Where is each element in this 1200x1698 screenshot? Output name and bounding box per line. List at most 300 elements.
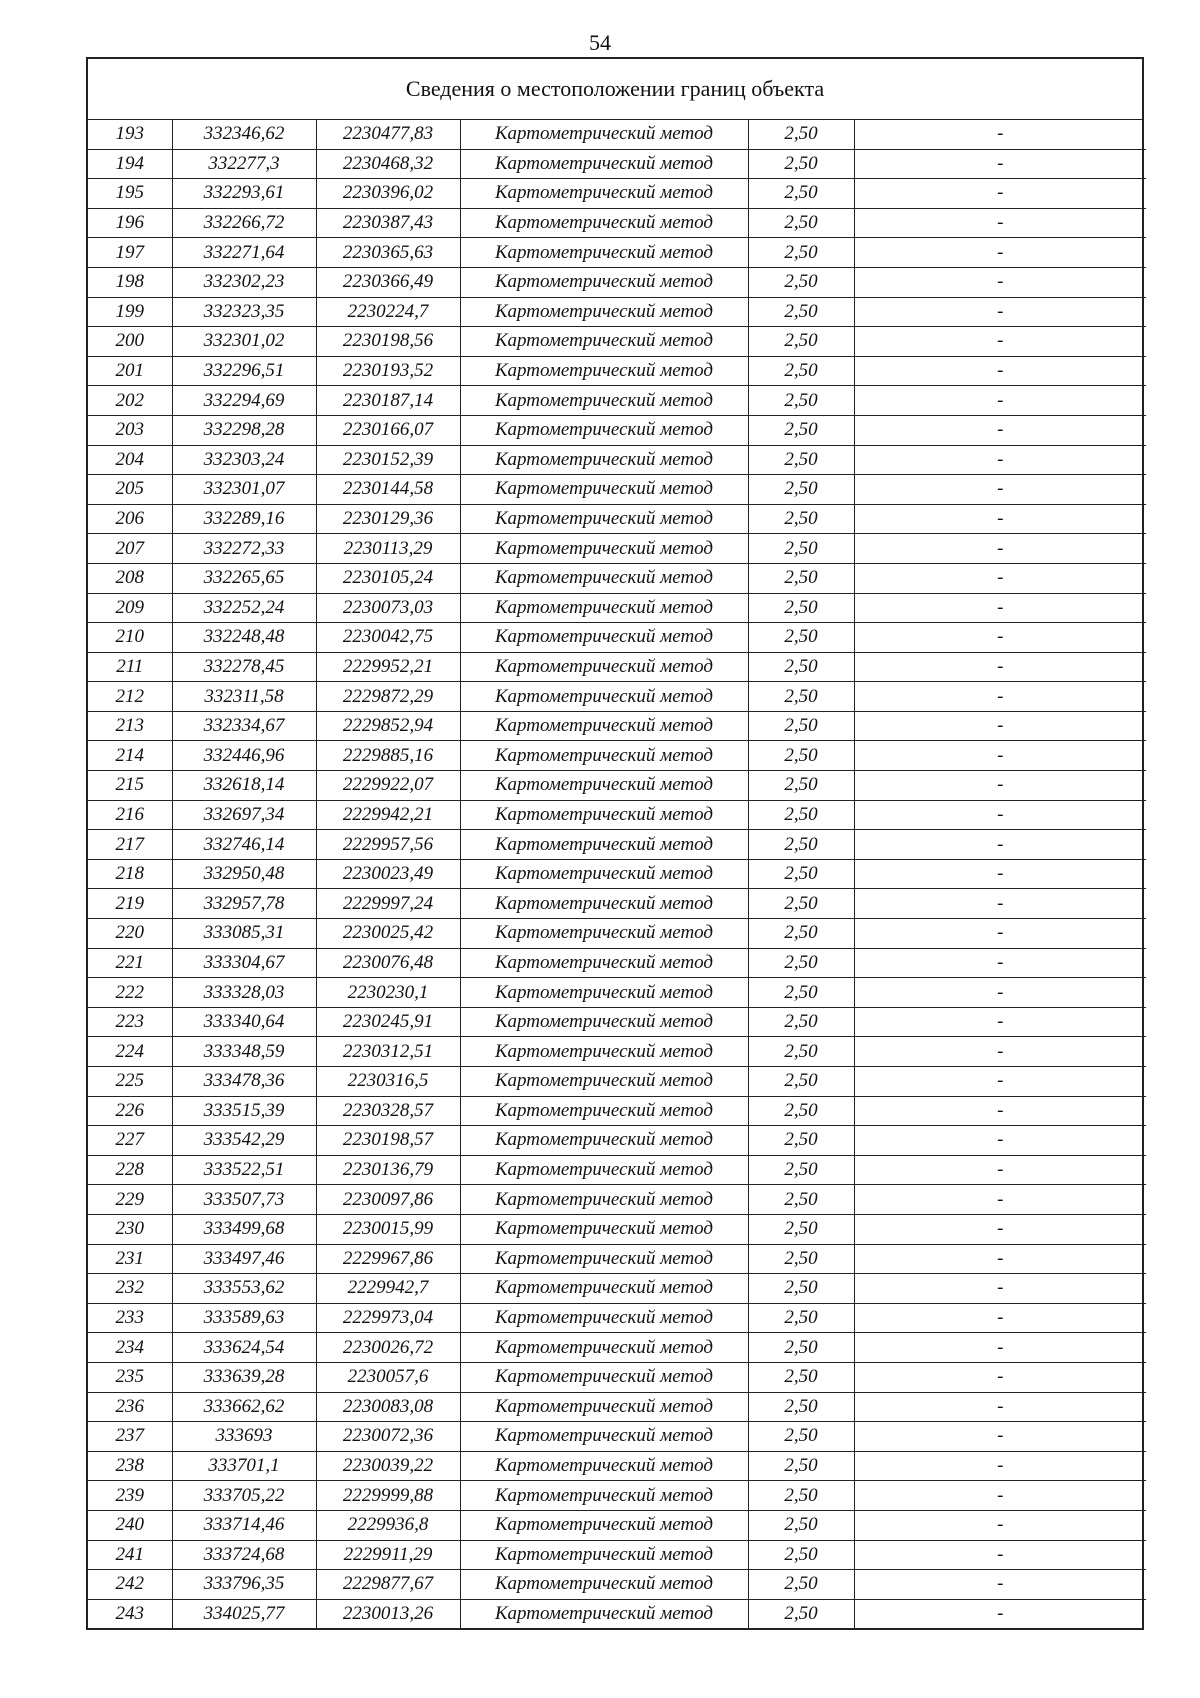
point-number-cell: 219 [88,889,172,919]
description-cell: - [854,327,1146,357]
x-coordinate-cell: 334025,77 [172,1599,316,1628]
y-coordinate-cell: 2230152,39 [316,445,460,475]
accuracy-cell: 2,50 [748,1303,854,1333]
accuracy-cell: 2,50 [748,1067,854,1097]
method-cell: Картометрический метод [460,1185,748,1215]
point-number-cell: 221 [88,948,172,978]
table-row [88,889,1146,919]
table-row [88,386,1146,416]
x-coordinate-cell: 333589,63 [172,1303,316,1333]
y-coordinate-cell: 2230468,32 [316,149,460,179]
accuracy-cell: 2,50 [748,652,854,682]
x-coordinate-cell: 332311,58 [172,682,316,712]
method-cell: Картометрический метод [460,1451,748,1481]
method-cell: Картометрический метод [460,1155,748,1185]
x-coordinate-cell: 333497,46 [172,1244,316,1274]
point-number-cell: 223 [88,1007,172,1037]
point-number-cell: 206 [88,504,172,534]
description-cell: - [854,563,1146,593]
x-coordinate-cell: 333515,39 [172,1096,316,1126]
method-cell: Картометрический метод [460,889,748,919]
y-coordinate-cell: 2229872,29 [316,682,460,712]
point-number-cell: 241 [88,1540,172,1570]
point-number-cell: 210 [88,623,172,653]
description-cell: - [854,1096,1146,1126]
description-cell: - [854,475,1146,505]
table-row [88,534,1146,564]
y-coordinate-cell: 2230057,6 [316,1362,460,1392]
y-coordinate-cell: 2229957,56 [316,830,460,860]
point-number-cell: 238 [88,1451,172,1481]
table-row [88,1303,1146,1333]
x-coordinate-cell: 332301,07 [172,475,316,505]
point-number-cell: 215 [88,771,172,801]
method-cell: Картометрический метод [460,593,748,623]
x-coordinate-cell: 333522,51 [172,1155,316,1185]
method-cell: Картометрический метод [460,741,748,771]
point-number-cell: 197 [88,238,172,268]
method-cell: Картометрический метод [460,1540,748,1570]
method-cell: Картометрический метод [460,356,748,386]
x-coordinate-cell: 332298,28 [172,415,316,445]
point-number-cell: 217 [88,830,172,860]
accuracy-cell: 2,50 [748,593,854,623]
x-coordinate-cell: 332296,51 [172,356,316,386]
point-number-cell: 214 [88,741,172,771]
point-number-cell: 229 [88,1185,172,1215]
y-coordinate-cell: 2230076,48 [316,948,460,978]
point-number-cell: 235 [88,1362,172,1392]
description-cell: - [854,1244,1146,1274]
y-coordinate-cell: 2230224,7 [316,297,460,327]
table-row [88,593,1146,623]
accuracy-cell: 2,50 [748,830,854,860]
y-coordinate-cell: 2230187,14 [316,386,460,416]
table-row [88,563,1146,593]
accuracy-cell: 2,50 [748,1096,854,1126]
point-number-cell: 208 [88,563,172,593]
method-cell: Картометрический метод [460,1599,748,1628]
table-row [88,1481,1146,1511]
accuracy-cell: 2,50 [748,1570,854,1600]
point-number-cell: 225 [88,1067,172,1097]
method-cell: Картометрический метод [460,919,748,949]
table-row [88,267,1146,297]
table-row [88,1096,1146,1126]
x-coordinate-cell: 332293,61 [172,179,316,209]
method-cell: Картометрический метод [460,1274,748,1304]
y-coordinate-cell: 2230230,1 [316,978,460,1008]
table-row [88,800,1146,830]
x-coordinate-cell: 333796,35 [172,1570,316,1600]
method-cell: Картометрический метод [460,800,748,830]
method-cell: Картометрический метод [460,711,748,741]
description-cell: - [854,534,1146,564]
x-coordinate-cell: 333085,31 [172,919,316,949]
table-row [88,1067,1146,1097]
accuracy-cell: 2,50 [748,475,854,505]
method-cell: Картометрический метод [460,771,748,801]
description-cell: - [854,1007,1146,1037]
point-number-cell: 237 [88,1422,172,1452]
y-coordinate-cell: 2230136,79 [316,1155,460,1185]
x-coordinate-cell: 333624,54 [172,1333,316,1363]
accuracy-cell: 2,50 [748,445,854,475]
accuracy-cell: 2,50 [748,179,854,209]
accuracy-cell: 2,50 [748,978,854,1008]
y-coordinate-cell: 2230129,36 [316,504,460,534]
y-coordinate-cell: 2229922,07 [316,771,460,801]
method-cell: Картометрический метод [460,1007,748,1037]
description-cell: - [854,1333,1146,1363]
y-coordinate-cell: 2230025,42 [316,919,460,949]
description-cell: - [854,504,1146,534]
accuracy-cell: 2,50 [748,1185,854,1215]
accuracy-cell: 2,50 [748,504,854,534]
method-cell: Картометрический метод [460,120,748,149]
table-row [88,1599,1146,1628]
method-cell: Картометрический метод [460,1481,748,1511]
accuracy-cell: 2,50 [748,919,854,949]
y-coordinate-cell: 2230026,72 [316,1333,460,1363]
x-coordinate-cell: 333701,1 [172,1451,316,1481]
point-number-cell: 201 [88,356,172,386]
y-coordinate-cell: 2229942,7 [316,1274,460,1304]
table-row [88,1037,1146,1067]
accuracy-cell: 2,50 [748,1599,854,1628]
description-cell: - [854,1155,1146,1185]
point-number-cell: 216 [88,800,172,830]
method-cell: Картометрический метод [460,504,748,534]
method-cell: Картометрический метод [460,445,748,475]
description-cell: - [854,1510,1146,1540]
y-coordinate-cell: 2230073,03 [316,593,460,623]
description-cell: - [854,149,1146,179]
point-number-cell: 199 [88,297,172,327]
x-coordinate-cell: 332303,24 [172,445,316,475]
x-coordinate-cell: 332278,45 [172,652,316,682]
method-cell: Картометрический метод [460,327,748,357]
method-cell: Картометрический метод [460,386,748,416]
point-number-cell: 234 [88,1333,172,1363]
table-row [88,208,1146,238]
x-coordinate-cell: 333542,29 [172,1126,316,1156]
accuracy-cell: 2,50 [748,208,854,238]
accuracy-cell: 2,50 [748,563,854,593]
method-cell: Картометрический метод [460,208,748,238]
method-cell: Картометрический метод [460,830,748,860]
accuracy-cell: 2,50 [748,238,854,268]
description-cell: - [854,1037,1146,1067]
point-number-cell: 226 [88,1096,172,1126]
description-cell: - [854,889,1146,919]
accuracy-cell: 2,50 [748,889,854,919]
point-number-cell: 204 [88,445,172,475]
description-cell: - [854,652,1146,682]
table-row [88,682,1146,712]
accuracy-cell: 2,50 [748,415,854,445]
accuracy-cell: 2,50 [748,386,854,416]
description-cell: - [854,1067,1146,1097]
x-coordinate-cell: 332334,67 [172,711,316,741]
x-coordinate-cell: 332248,48 [172,623,316,653]
x-coordinate-cell: 332957,78 [172,889,316,919]
point-number-cell: 227 [88,1126,172,1156]
x-coordinate-cell: 332266,72 [172,208,316,238]
y-coordinate-cell: 2230113,29 [316,534,460,564]
table-row [88,356,1146,386]
y-coordinate-cell: 2229999,88 [316,1481,460,1511]
table-row [88,238,1146,268]
accuracy-cell: 2,50 [748,1274,854,1304]
method-cell: Картометрический метод [460,297,748,327]
method-cell: Картометрический метод [460,1126,748,1156]
description-cell: - [854,1274,1146,1304]
method-cell: Картометрический метод [460,1392,748,1422]
x-coordinate-cell: 332289,16 [172,504,316,534]
description-cell: - [854,1481,1146,1511]
point-number-cell: 240 [88,1510,172,1540]
y-coordinate-cell: 2230083,08 [316,1392,460,1422]
point-number-cell: 194 [88,149,172,179]
y-coordinate-cell: 2229967,86 [316,1244,460,1274]
y-coordinate-cell: 2230072,36 [316,1422,460,1452]
table-row [88,1274,1146,1304]
x-coordinate-cell: 333693 [172,1422,316,1452]
x-coordinate-cell: 333553,62 [172,1274,316,1304]
description-cell: - [854,208,1146,238]
y-coordinate-cell: 2230316,5 [316,1067,460,1097]
y-coordinate-cell: 2230013,26 [316,1599,460,1628]
description-cell: - [854,948,1146,978]
y-coordinate-cell: 2230312,51 [316,1037,460,1067]
description-cell: - [854,919,1146,949]
y-coordinate-cell: 2230042,75 [316,623,460,653]
x-coordinate-cell: 333662,62 [172,1392,316,1422]
accuracy-cell: 2,50 [748,1422,854,1452]
description-cell: - [854,120,1146,149]
y-coordinate-cell: 2230144,58 [316,475,460,505]
accuracy-cell: 2,50 [748,800,854,830]
method-cell: Картометрический метод [460,1096,748,1126]
table-row [88,1451,1146,1481]
x-coordinate-cell: 332950,48 [172,859,316,889]
point-number-cell: 236 [88,1392,172,1422]
point-number-cell: 213 [88,711,172,741]
description-cell: - [854,415,1146,445]
description-cell: - [854,1185,1146,1215]
x-coordinate-cell: 332697,34 [172,800,316,830]
y-coordinate-cell: 2229877,67 [316,1570,460,1600]
x-coordinate-cell: 333478,36 [172,1067,316,1097]
description-cell: - [854,1126,1146,1156]
accuracy-cell: 2,50 [748,1510,854,1540]
x-coordinate-cell: 332252,24 [172,593,316,623]
y-coordinate-cell: 2230245,91 [316,1007,460,1037]
point-number-cell: 230 [88,1214,172,1244]
y-coordinate-cell: 2230097,86 [316,1185,460,1215]
table-row [88,1155,1146,1185]
accuracy-cell: 2,50 [748,711,854,741]
description-cell: - [997,1602,1004,1624]
accuracy-cell: 2,50 [748,1333,854,1363]
table-row [88,327,1146,357]
method-cell: Картометрический метод [460,978,748,1008]
table-row [88,1540,1146,1570]
point-number-cell: 243 [88,1599,172,1628]
y-coordinate-cell: 2230477,83 [316,120,460,149]
accuracy-cell: 2,50 [748,297,854,327]
description-cell: - [854,386,1146,416]
description-cell: - [854,1392,1146,1422]
accuracy-cell: 2,50 [748,1451,854,1481]
x-coordinate-cell: 333724,68 [172,1540,316,1570]
point-number-cell: 196 [88,208,172,238]
description-cell: - [854,1422,1146,1452]
table-row [88,830,1146,860]
table-row [88,652,1146,682]
description-cell: - [854,711,1146,741]
x-coordinate-cell: 332272,33 [172,534,316,564]
point-number-cell: 209 [88,593,172,623]
y-coordinate-cell: 2229942,21 [316,800,460,830]
description-cell: - [854,1214,1146,1244]
y-coordinate-cell: 2230166,07 [316,415,460,445]
table-row [88,1392,1146,1422]
method-cell: Картометрический метод [460,1303,748,1333]
x-coordinate-cell: 332618,14 [172,771,316,801]
method-cell: Картометрический метод [460,948,748,978]
table-row [88,711,1146,741]
y-coordinate-cell: 2230015,99 [316,1214,460,1244]
accuracy-cell: 2,50 [748,682,854,712]
table-row [88,475,1146,505]
accuracy-cell: 2,50 [748,1481,854,1511]
description-cell: - [854,267,1146,297]
table-row [88,297,1146,327]
coordinates-table [88,120,1146,1628]
method-cell: Картометрический метод [460,415,748,445]
accuracy-cell: 2,50 [748,623,854,653]
method-cell: Картометрический метод [460,1333,748,1363]
method-cell: Картометрический метод [460,1362,748,1392]
y-coordinate-cell: 2229952,21 [316,652,460,682]
method-cell: Картометрический метод [460,623,748,653]
description-cell: - [854,771,1146,801]
x-coordinate-cell: 332323,35 [172,297,316,327]
page-number: 54 [589,30,611,55]
table-row [88,120,1146,149]
point-number-cell: 228 [88,1155,172,1185]
method-cell: Картометрический метод [460,1570,748,1600]
point-number-cell: 211 [88,652,172,682]
method-cell: Картометрический метод [460,682,748,712]
boundary-table-sheet [86,57,1144,1630]
description-cell: - [854,1570,1146,1600]
description-cell: - [854,238,1146,268]
method-cell: Картометрический метод [460,238,748,268]
method-cell: Картометрический метод [460,149,748,179]
accuracy-cell: 2,50 [748,1214,854,1244]
description-cell: - [854,800,1146,830]
accuracy-cell: 2,50 [748,327,854,357]
description-cell: - [854,445,1146,475]
y-coordinate-cell: 2229885,16 [316,741,460,771]
table-row [88,415,1146,445]
method-cell: Картометрический метод [460,1244,748,1274]
table-row [88,1126,1146,1156]
description-cell: - [854,623,1146,653]
x-coordinate-cell: 332446,96 [172,741,316,771]
x-coordinate-cell: 333304,67 [172,948,316,978]
x-coordinate-cell: 332346,62 [172,120,316,149]
point-number-cell: 239 [88,1481,172,1511]
description-cell: - [854,741,1146,771]
description-cell: - [854,1540,1146,1570]
y-coordinate-cell: 2230039,22 [316,1451,460,1481]
table-row [88,948,1146,978]
table-row [88,859,1146,889]
point-number-cell: 224 [88,1037,172,1067]
accuracy-cell: 2,50 [748,356,854,386]
method-cell: Картометрический метод [460,179,748,209]
point-number-cell: 198 [88,267,172,297]
accuracy-cell: 2,50 [748,948,854,978]
method-cell: Картометрический метод [460,1067,748,1097]
x-coordinate-cell: 333328,03 [172,978,316,1008]
y-coordinate-cell: 2230023,49 [316,859,460,889]
method-cell: Картометрический метод [460,534,748,564]
x-coordinate-cell: 332746,14 [172,830,316,860]
point-number-cell: 205 [88,475,172,505]
y-coordinate-cell: 2229852,94 [316,711,460,741]
accuracy-cell: 2,50 [748,1244,854,1274]
y-coordinate-cell: 2229936,8 [316,1510,460,1540]
table-row [88,1007,1146,1037]
table-row [88,149,1146,179]
table-row [88,1214,1146,1244]
x-coordinate-cell: 333348,59 [172,1037,316,1067]
description-cell: - [854,1451,1146,1481]
x-coordinate-cell: 333507,73 [172,1185,316,1215]
description-cell: - [854,356,1146,386]
point-number-cell: 233 [88,1303,172,1333]
table-row [88,1244,1146,1274]
y-coordinate-cell: 2230105,24 [316,563,460,593]
x-coordinate-cell: 332271,64 [172,238,316,268]
point-number-cell: 193 [88,120,172,149]
description-cell: - [854,859,1146,889]
method-cell: Картометрический метод [460,475,748,505]
x-coordinate-cell: 333499,68 [172,1214,316,1244]
table-row [88,978,1146,1008]
table-row [88,1333,1146,1363]
accuracy-cell: 2,50 [748,1362,854,1392]
table-row [88,1185,1146,1215]
table-row [88,1570,1146,1600]
point-number-cell: 218 [88,859,172,889]
y-coordinate-cell: 2230387,43 [316,208,460,238]
accuracy-cell: 2,50 [748,120,854,149]
y-coordinate-cell: 2230328,57 [316,1096,460,1126]
table-row [88,1422,1146,1452]
table-row [88,504,1146,534]
method-cell: Картометрический метод [460,1510,748,1540]
y-coordinate-cell: 2230198,57 [316,1126,460,1156]
table-row [88,741,1146,771]
y-coordinate-cell: 2230198,56 [316,327,460,357]
accuracy-cell: 2,50 [748,771,854,801]
